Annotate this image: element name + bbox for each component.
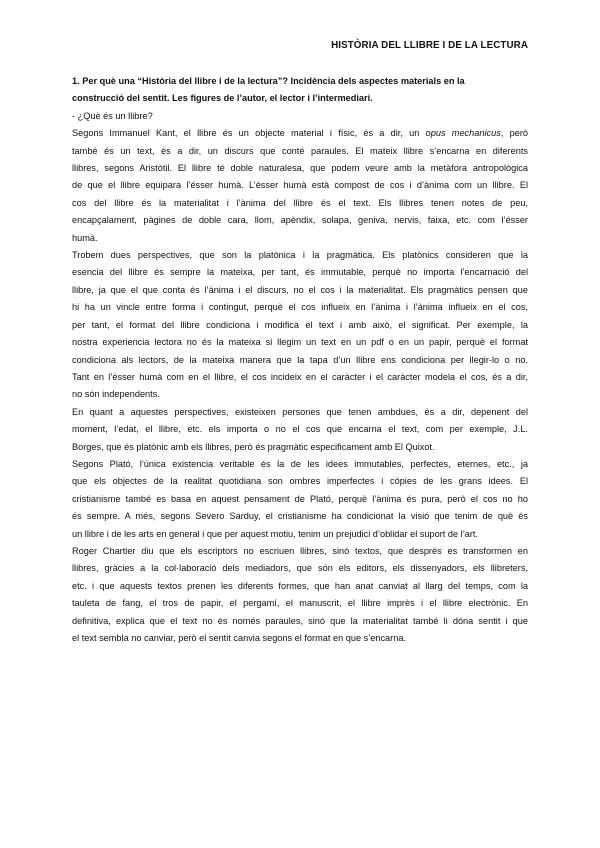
document-body: [72, 73, 528, 647]
text-line: definitiva, explica que el text no és només paraules, sinó que la materialitat també li dóna sentit i que: [72, 615, 528, 626]
text-line: el text sembla no canviar, però el sentit canvia segons el format en que s’encarna.: [72, 633, 407, 643]
text-line: cos del llibre és la materialitat i l’ànima del llibre és el text. Els llibres tenen notes de peu,: [72, 197, 528, 208]
text-line: llibres, segons Aristòtil. El llibre té doble naturalesa, que podem veure amb la metàfora antropològica: [72, 163, 528, 174]
text-line: que els objectes de la realitat quotidiana son ombres imperfectes i còpies de les grans idees. El: [72, 476, 528, 487]
text-line: Roger Chartier diu que els escriptors no escriuen llibres, sinó textos, que després es transformen en: [72, 545, 528, 556]
paragraph: [72, 543, 528, 647]
text-line: per tant, el format del llibre condiciona i modifica el text i amb això, el significat. Per exemple, la: [72, 319, 528, 330]
text-line: esencia del llibre és sempre la mateixa, per tant, és immutable, perquè no importa l’encarnació del: [72, 267, 528, 278]
text-run: Segons Immanuel Kant, el llibre és un objecte material i físic, és a dir, un: [72, 128, 426, 139]
paragraph: [72, 125, 528, 247]
text-line: [72, 125, 528, 142]
text-line: etc. i que aquests textos prenen les diferents formes, que han anat canviat al llarg del temps, com la: [72, 580, 528, 591]
text-line: també és un text, és a dir, un discurs que conté paraules. El mateix llibre s’encarna en diferents: [72, 145, 528, 156]
paragraph: [72, 456, 528, 543]
text-line: hi ha un vincle entre forma i contingut, perquè el cos influeix en l’ànima i l’ànima influeix en el cos,: [72, 302, 528, 313]
text-line: Trobem dues perspectives, que son la platònica i la pragmàtica. Els platònics consideren que la: [72, 250, 528, 261]
text-run: , però: [500, 128, 529, 139]
text-line: nostra experiencia lectora no és la mateixa si llegim un text en un pdf o en un papir, perquè el format: [72, 337, 528, 348]
text-line: de que el llibre equipara l’ésser humà. L’ésser humà està compost de cos i d’ànima com un llibre. El: [72, 180, 528, 191]
text-line: Tant en l’ésser humà com en el llibre, el cos incideix en el caràcter i el caràcter modela el cos, és a dir,: [72, 371, 528, 382]
text-line: Segons Plató, l’única existencia veritable és la de les idees immutables, perfectes, eternes, etc., ja: [72, 458, 528, 469]
text-line: tauleta de fang, el tros de papir, el pergamí, el manuscrit, el llibre imprès i el llibre electrònic. En: [72, 598, 528, 609]
paragraph: [72, 247, 528, 404]
text-line: no són independents.: [72, 389, 160, 400]
question-line: - ¿Què és un llibre?: [72, 110, 153, 121]
section-heading-line: 1. Per què una “Història del llibre i de la lectura”? Incidència dels aspectes materials en la: [72, 76, 465, 86]
text-line: En quant a aquestes perspectives, existeixen persones que tenen ambdues, és a dir, depenent del: [72, 406, 528, 417]
text-line: cristianisme també es basa en aquest pensament de Plató, perquè l’ànima és pura, però el cos no ho: [72, 493, 528, 504]
emphasis-run: opus mechanicus: [425, 128, 501, 139]
section-heading-line: construcció del sentit. Les figures de l’autor, el lector i l’intermediari.: [72, 93, 373, 104]
text-line: Borges, que és platònic amb els llibres, però és pragmàtic especificament amb El Quixot.: [72, 441, 435, 452]
text-line: llibre, ja que el que conta és l’ànima i el discurs, no el cos i la materialitat. Els pragmàtics pensen que: [72, 284, 528, 295]
paragraph: [72, 404, 528, 456]
text-line: llibres, gràcies a la col·laboració dels mediadors, que són els editors, els dissenyadors, els llibreters,: [72, 563, 528, 574]
text-line: moment, l’edat, el llibre, etc. els importa o no el cos que encarna el text, com per exemple, J.L.: [72, 424, 528, 435]
text-line: un llibre i de les arts en general i que per aquest motiu, tenim un prejudici d’oblidar el suport de l’art.: [72, 528, 479, 539]
text-line: encapçalament, pàgines de doble cara, llom, apèndix, solapa, geniva, nervis, faixa, etc. com l’ésser: [72, 215, 528, 226]
paragraphs: [72, 125, 528, 647]
text-line: condiciona als lectors, de la mateixa manera que la tapa d’un llibre ens condiciona per llegir-lo o no.: [72, 354, 528, 365]
text-line: humà.: [72, 232, 98, 243]
running-header: HISTÒRIA DEL LLIBRE I DE LA LECTURA: [331, 40, 528, 51]
text-line: és sempre. A més, segons Severo Sarduy, el cristianisme ha condicionat la visió que tenim de què és: [72, 511, 528, 522]
